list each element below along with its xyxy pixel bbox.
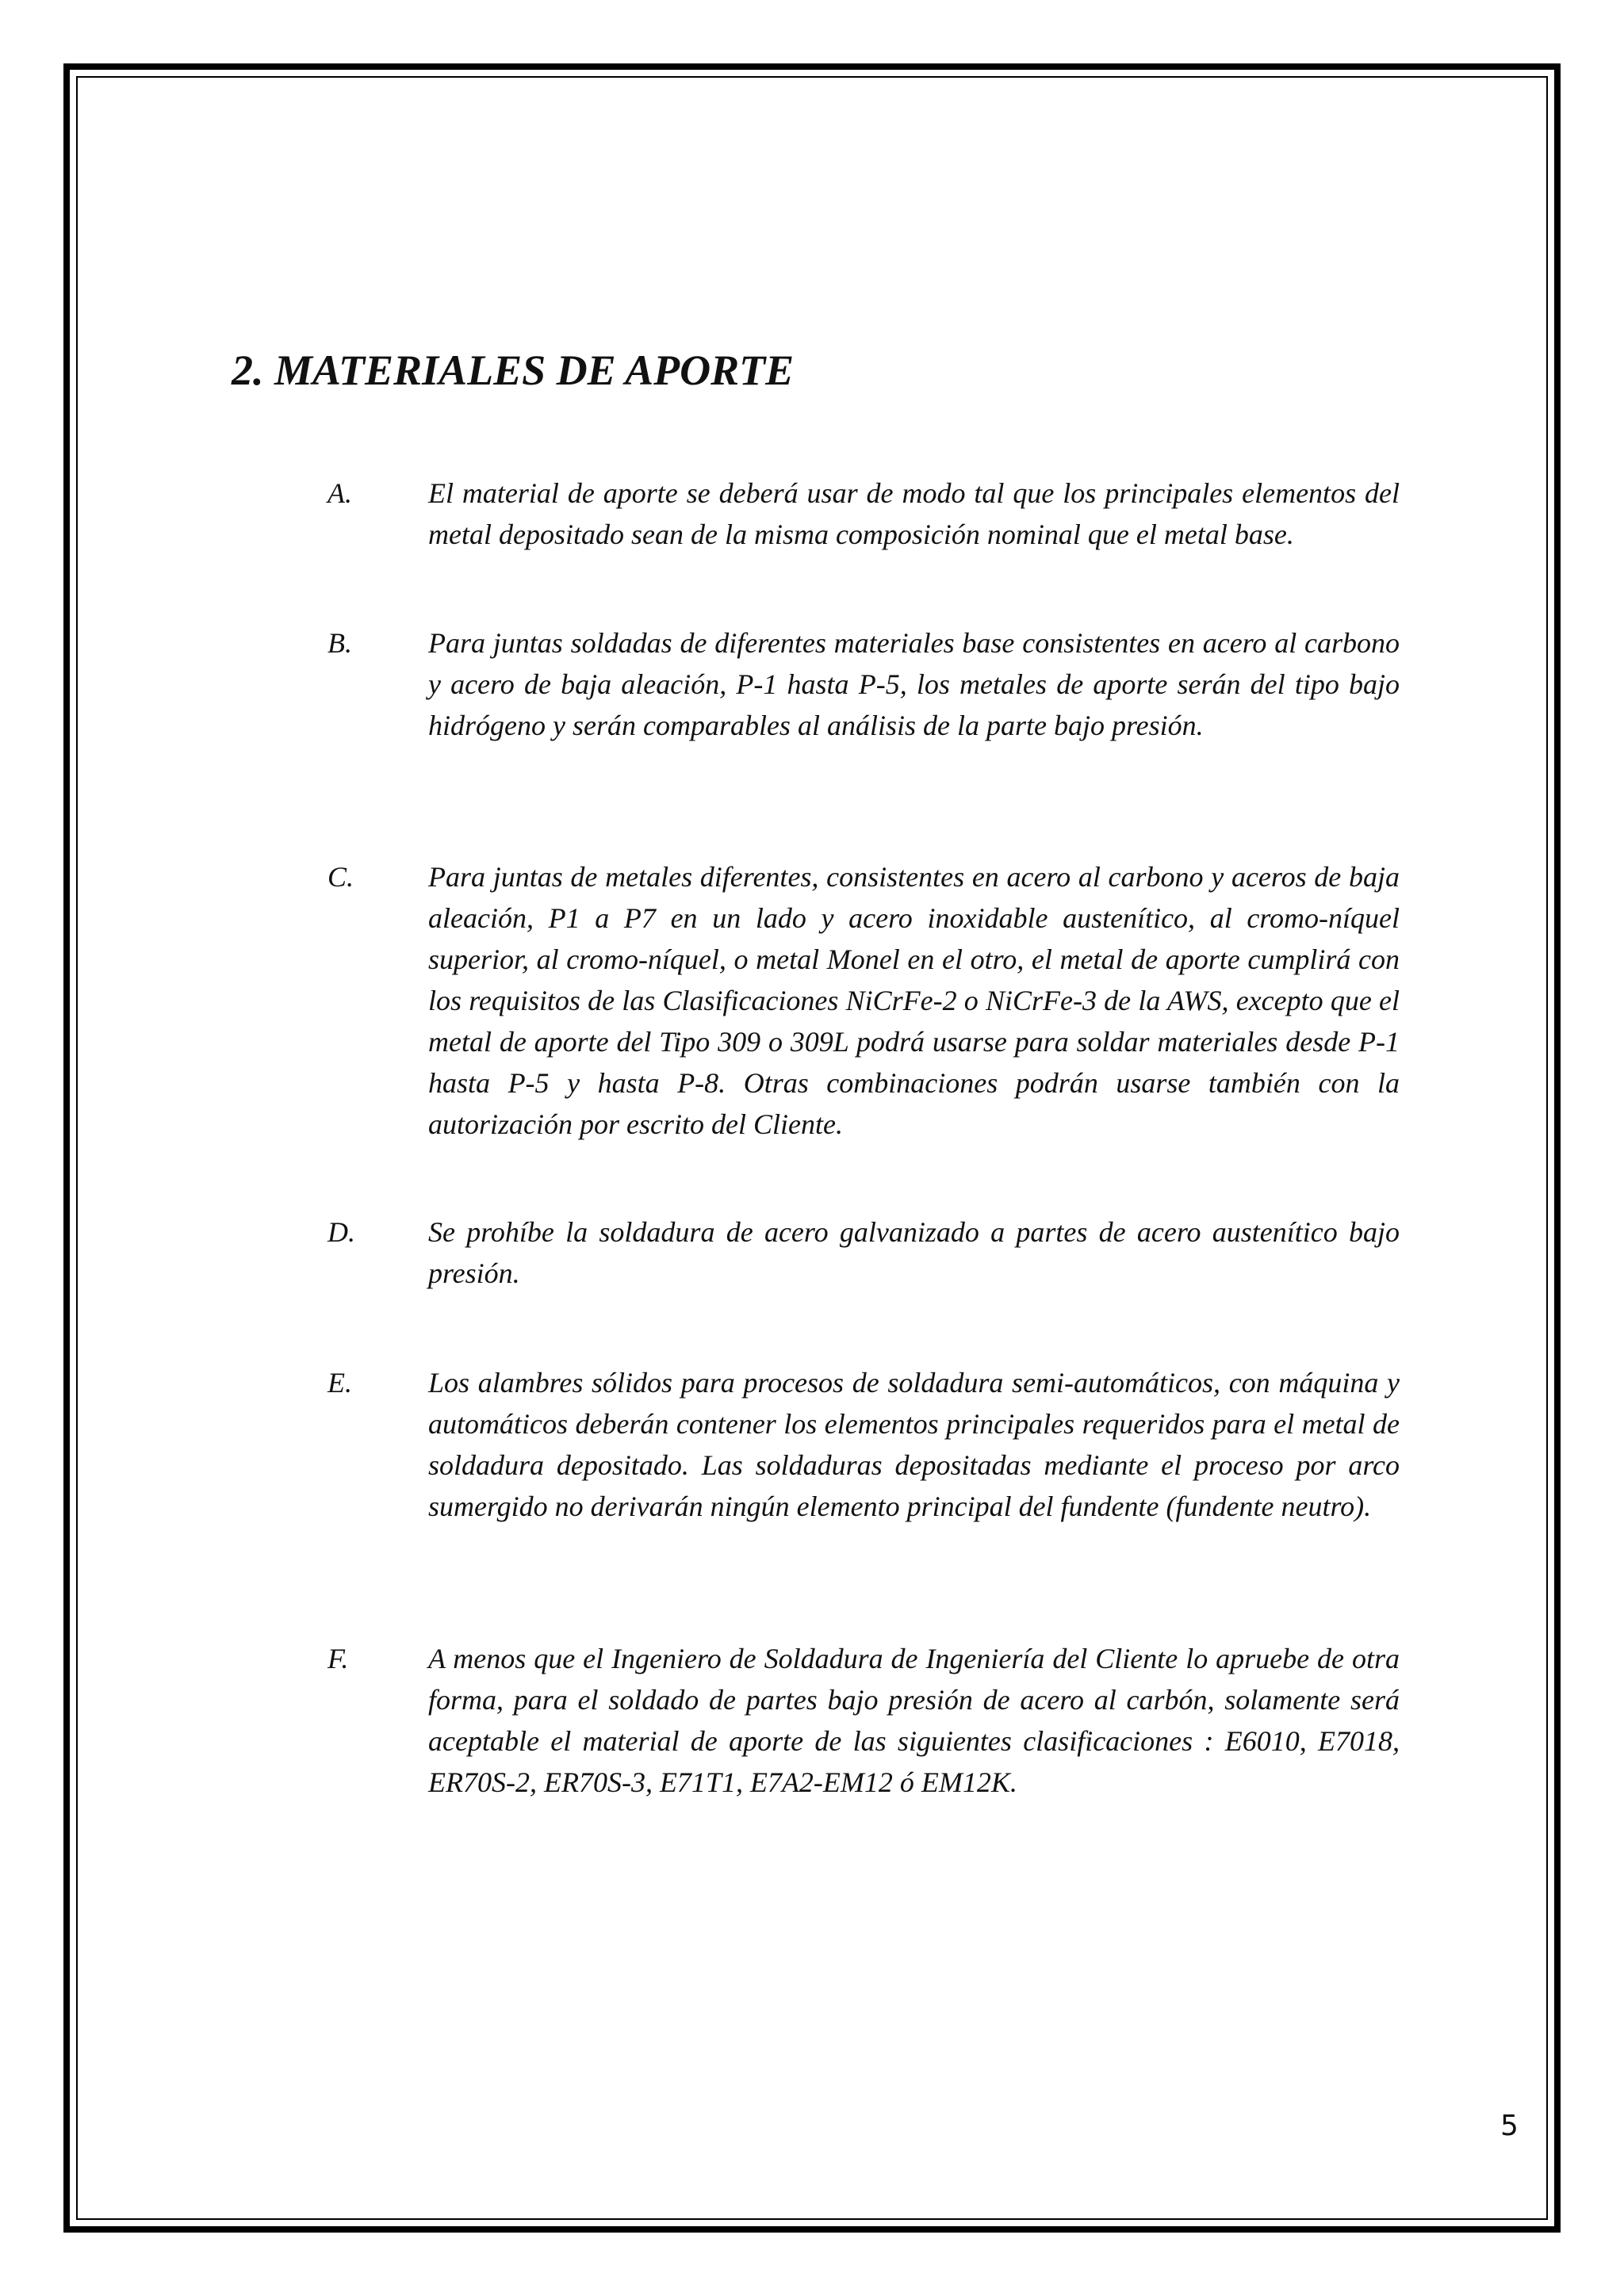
item-text: A menos que el Ingeniero de Soldadura de Ingeniería del Cliente lo apruebe de otra forma, para el soldado de partes bajo presión de acero al carbón, solamente será aceptable el material de aporte de las siguientes clasificaciones : E6010, E7018, ER70S-2, ER70S-3, E71T1, E7A2-EM12 ó EM12K. — [428, 1643, 1400, 1798]
item-text: Para juntas de metales diferentes, consistentes en acero al carbono y aceros de baja aleación, P1 a P7 en un lado y acero inoxidable austenítico, al cromo-níquel superior, al cromo-níquel, o metal Monel en el otro, el metal de aporte cumplirá con los requisitos de las Clasificaciones NiCrFe-2 o NiCrFe-3 de la AWS, excepto que el metal de aporte del Tipo 309 o 309L podrá usarse para soldar materiales desde P-1 hasta P-5 y hasta P-8. Otras combinaciones podrán usarse también con la autorización por escrito del Cliente. — [428, 861, 1400, 1140]
item-text: Los alambres sólidos para procesos de soldadura semi-automáticos, con máquina y automáticos deberán contener los elementos principales requeridos para el metal de soldadura depositado. Las soldaduras depositadas mediante el proceso por arco sumergido no derivarán ningún elemento principal del fundente (fundente neutro). — [428, 1367, 1400, 1522]
page-number: 5 — [1500, 2110, 1519, 2142]
item-letter: A. — [327, 477, 352, 509]
item-letter: E. — [327, 1367, 352, 1399]
item-text: Para juntas soldadas de diferentes materiales base consistentes en acero al carbono y acero de baja aleación, P-1 hasta P-5, los metales de aporte serán del tipo bajo hidrógeno y serán comparables al análisis de la parte bajo presión. — [428, 627, 1400, 741]
item-letter: D. — [327, 1216, 355, 1248]
section-title: 2. MATERIALES DE APORTE — [232, 346, 795, 394]
item-letter: B. — [327, 627, 352, 659]
item-text: El material de aporte se deberá usar de modo tal que los principales elementos del metal depositado sean de la misma composición nominal que el metal base. — [428, 477, 1400, 550]
page-border-inner — [76, 76, 1548, 2220]
item-letter: C. — [327, 861, 354, 893]
item-text: Se prohíbe la soldadura de acero galvanizado a partes de acero austenítico bajo presión. — [428, 1216, 1400, 1289]
item-letter: F. — [327, 1643, 349, 1674]
